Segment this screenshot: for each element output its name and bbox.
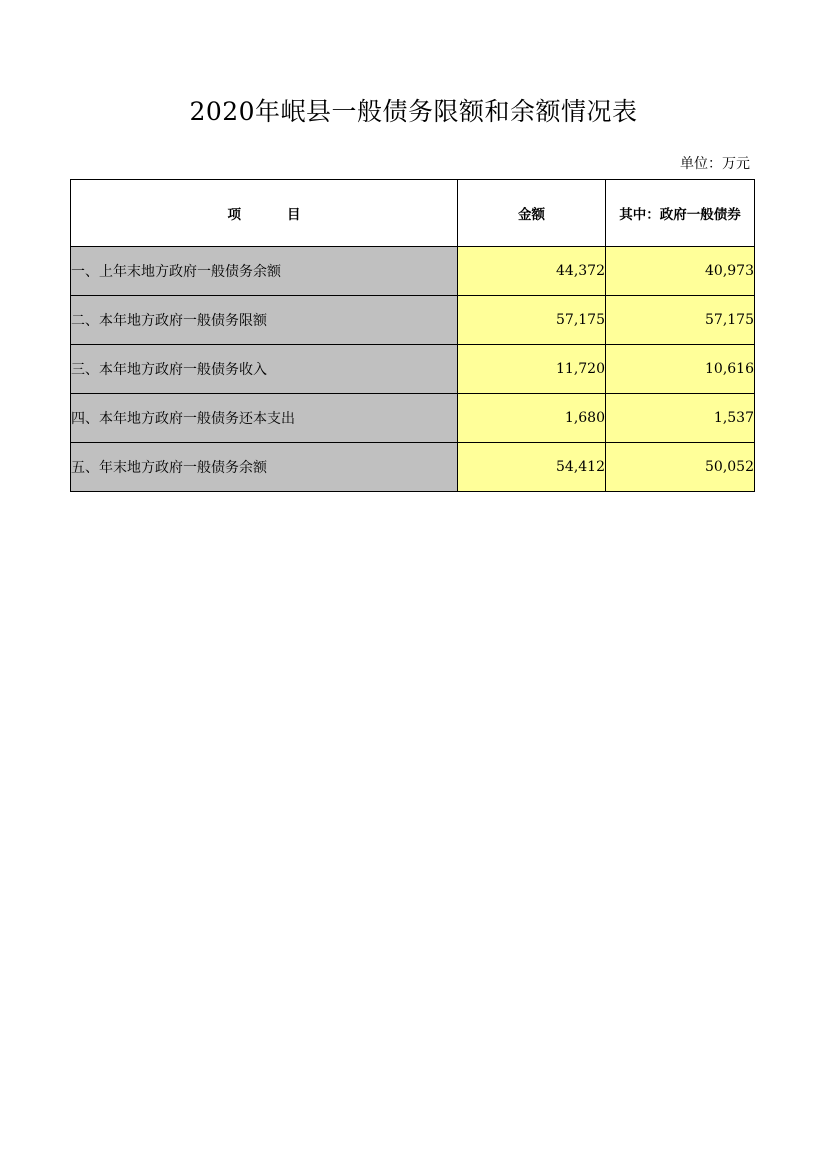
table-header-row	[71, 180, 755, 247]
table-row	[71, 247, 755, 296]
row-amount: 1,680	[458, 394, 606, 443]
row-bond: 57,175	[606, 296, 755, 345]
page-title: 2020年岷县一般债务限额和余额情况表	[189, 97, 638, 126]
row-bond: 50,052	[606, 443, 755, 492]
row-label: 二、本年地方政府一般债务限额	[71, 296, 458, 345]
header-amount: 金额	[458, 180, 606, 247]
header-item-part1: 项	[227, 207, 241, 223]
unit-label: 单位：万元	[680, 156, 750, 172]
header-item	[71, 180, 458, 247]
row-amount: 57,175	[458, 296, 606, 345]
row-amount: 44,372	[458, 247, 606, 296]
row-amount: 54,412	[458, 443, 606, 492]
row-bond: 1,537	[606, 394, 755, 443]
row-label: 三、本年地方政府一般债务收入	[71, 345, 458, 394]
header-item-part2: 目	[287, 207, 301, 223]
debt-table	[70, 179, 755, 492]
row-label: 一、上年末地方政府一般债务余额	[71, 247, 458, 296]
row-label: 五、年末地方政府一般债务余额	[71, 443, 458, 492]
table-row	[71, 296, 755, 345]
row-label: 四、本年地方政府一般债务还本支出	[71, 394, 458, 443]
row-bond: 10,616	[606, 345, 755, 394]
table-row	[71, 394, 755, 443]
row-bond: 40,973	[606, 247, 755, 296]
table-row	[71, 345, 755, 394]
header-bond: 其中：政府一般债券	[606, 180, 755, 247]
table-row	[71, 443, 755, 492]
row-amount: 11,720	[458, 345, 606, 394]
